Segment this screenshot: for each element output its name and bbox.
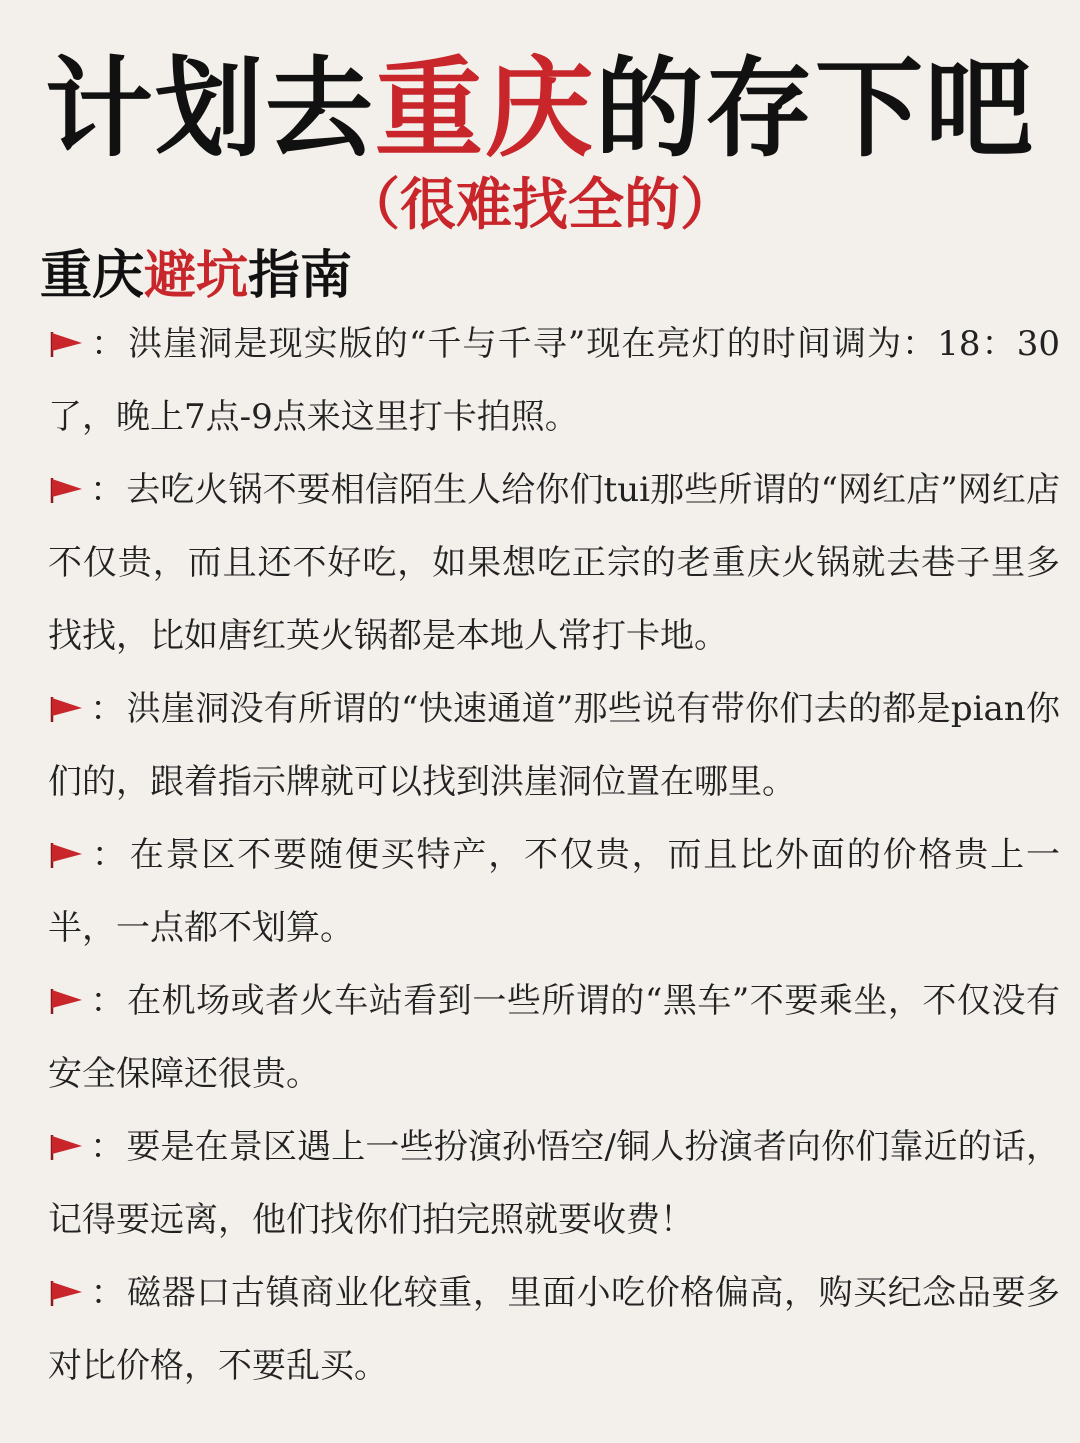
bullet-separator: ：: [90, 1127, 125, 1167]
red-pennant-flag-icon: [48, 694, 86, 724]
bullet-separator: ：: [90, 835, 128, 875]
bullet-separator: ：: [90, 470, 125, 510]
page-subtitle: （很难找全的）: [344, 173, 736, 238]
bullet-separator: ：: [90, 981, 126, 1021]
heading-text-start: 重庆: [40, 245, 145, 306]
red-pennant-flag-icon: [48, 329, 86, 359]
tip-item: [48, 308, 1060, 454]
bullet-separator: ：: [90, 1273, 126, 1313]
red-pennant-flag-icon: [48, 840, 86, 870]
tip-text: 在景区不要随便买特产，不仅贵，而且比外面的价格贵上一半，一点都不划算。: [48, 835, 1061, 948]
tip-item: [48, 1111, 1060, 1257]
section-heading: [40, 244, 352, 308]
tip-item: [48, 454, 1060, 673]
tip-text: 洪崖洞是现实版的“千与千寻”现在亮灯的时间调为：18：30了，晚上7点-9点来这里打卡拍照。: [48, 324, 1061, 437]
tip-item: [48, 965, 1060, 1111]
red-pennant-flag-icon: [48, 1278, 86, 1308]
page-title: [0, 48, 1080, 172]
bullet-separator: ：: [90, 324, 127, 364]
red-pennant-flag-icon: [48, 986, 86, 1016]
title-text-accent: 重庆: [374, 47, 595, 172]
red-pennant-flag-icon: [48, 1132, 86, 1162]
title-text-start: 计划去: [44, 47, 375, 172]
tip-item: [48, 819, 1060, 965]
tip-item: [48, 1257, 1060, 1403]
title-text-end: 的存下吧: [595, 47, 1036, 172]
tip-text: 要是在景区遇上一些扮演孙悟空/铜人扮演者向你们靠近的话，记得要远离，他们找你们拍完照就要收费！: [48, 1127, 1061, 1240]
tip-item: [48, 673, 1060, 819]
tip-text: 去吃火锅不要相信陌生人给你们tui那些所谓的“网红店”网红店不仅贵，而且还不好吃，如果想吃正宗的老重庆火锅就去巷子里多找找，比如唐红英火锅都是本地人常打卡地。: [48, 470, 1061, 656]
red-pennant-flag-icon: [48, 475, 86, 505]
tip-text: 洪崖洞没有所谓的“快速通道”那些说有带你们去的都是pian你们的，跟着指示牌就可以找到洪崖洞位置在哪里。: [48, 689, 1060, 802]
tips-list: [48, 308, 1060, 1403]
tip-text: 磁器口古镇商业化较重，里面小吃价格偏高，购买纪念品要多对比价格，不要乱买。: [48, 1273, 1061, 1386]
heading-text-end: 指南: [248, 245, 353, 306]
tip-text: 在机场或者火车站看到一些所谓的“黑车”不要乘坐，不仅没有安全保障还很贵。: [48, 981, 1061, 1094]
bullet-separator: ：: [90, 689, 125, 729]
heading-text-accent: 避坑: [144, 245, 249, 306]
